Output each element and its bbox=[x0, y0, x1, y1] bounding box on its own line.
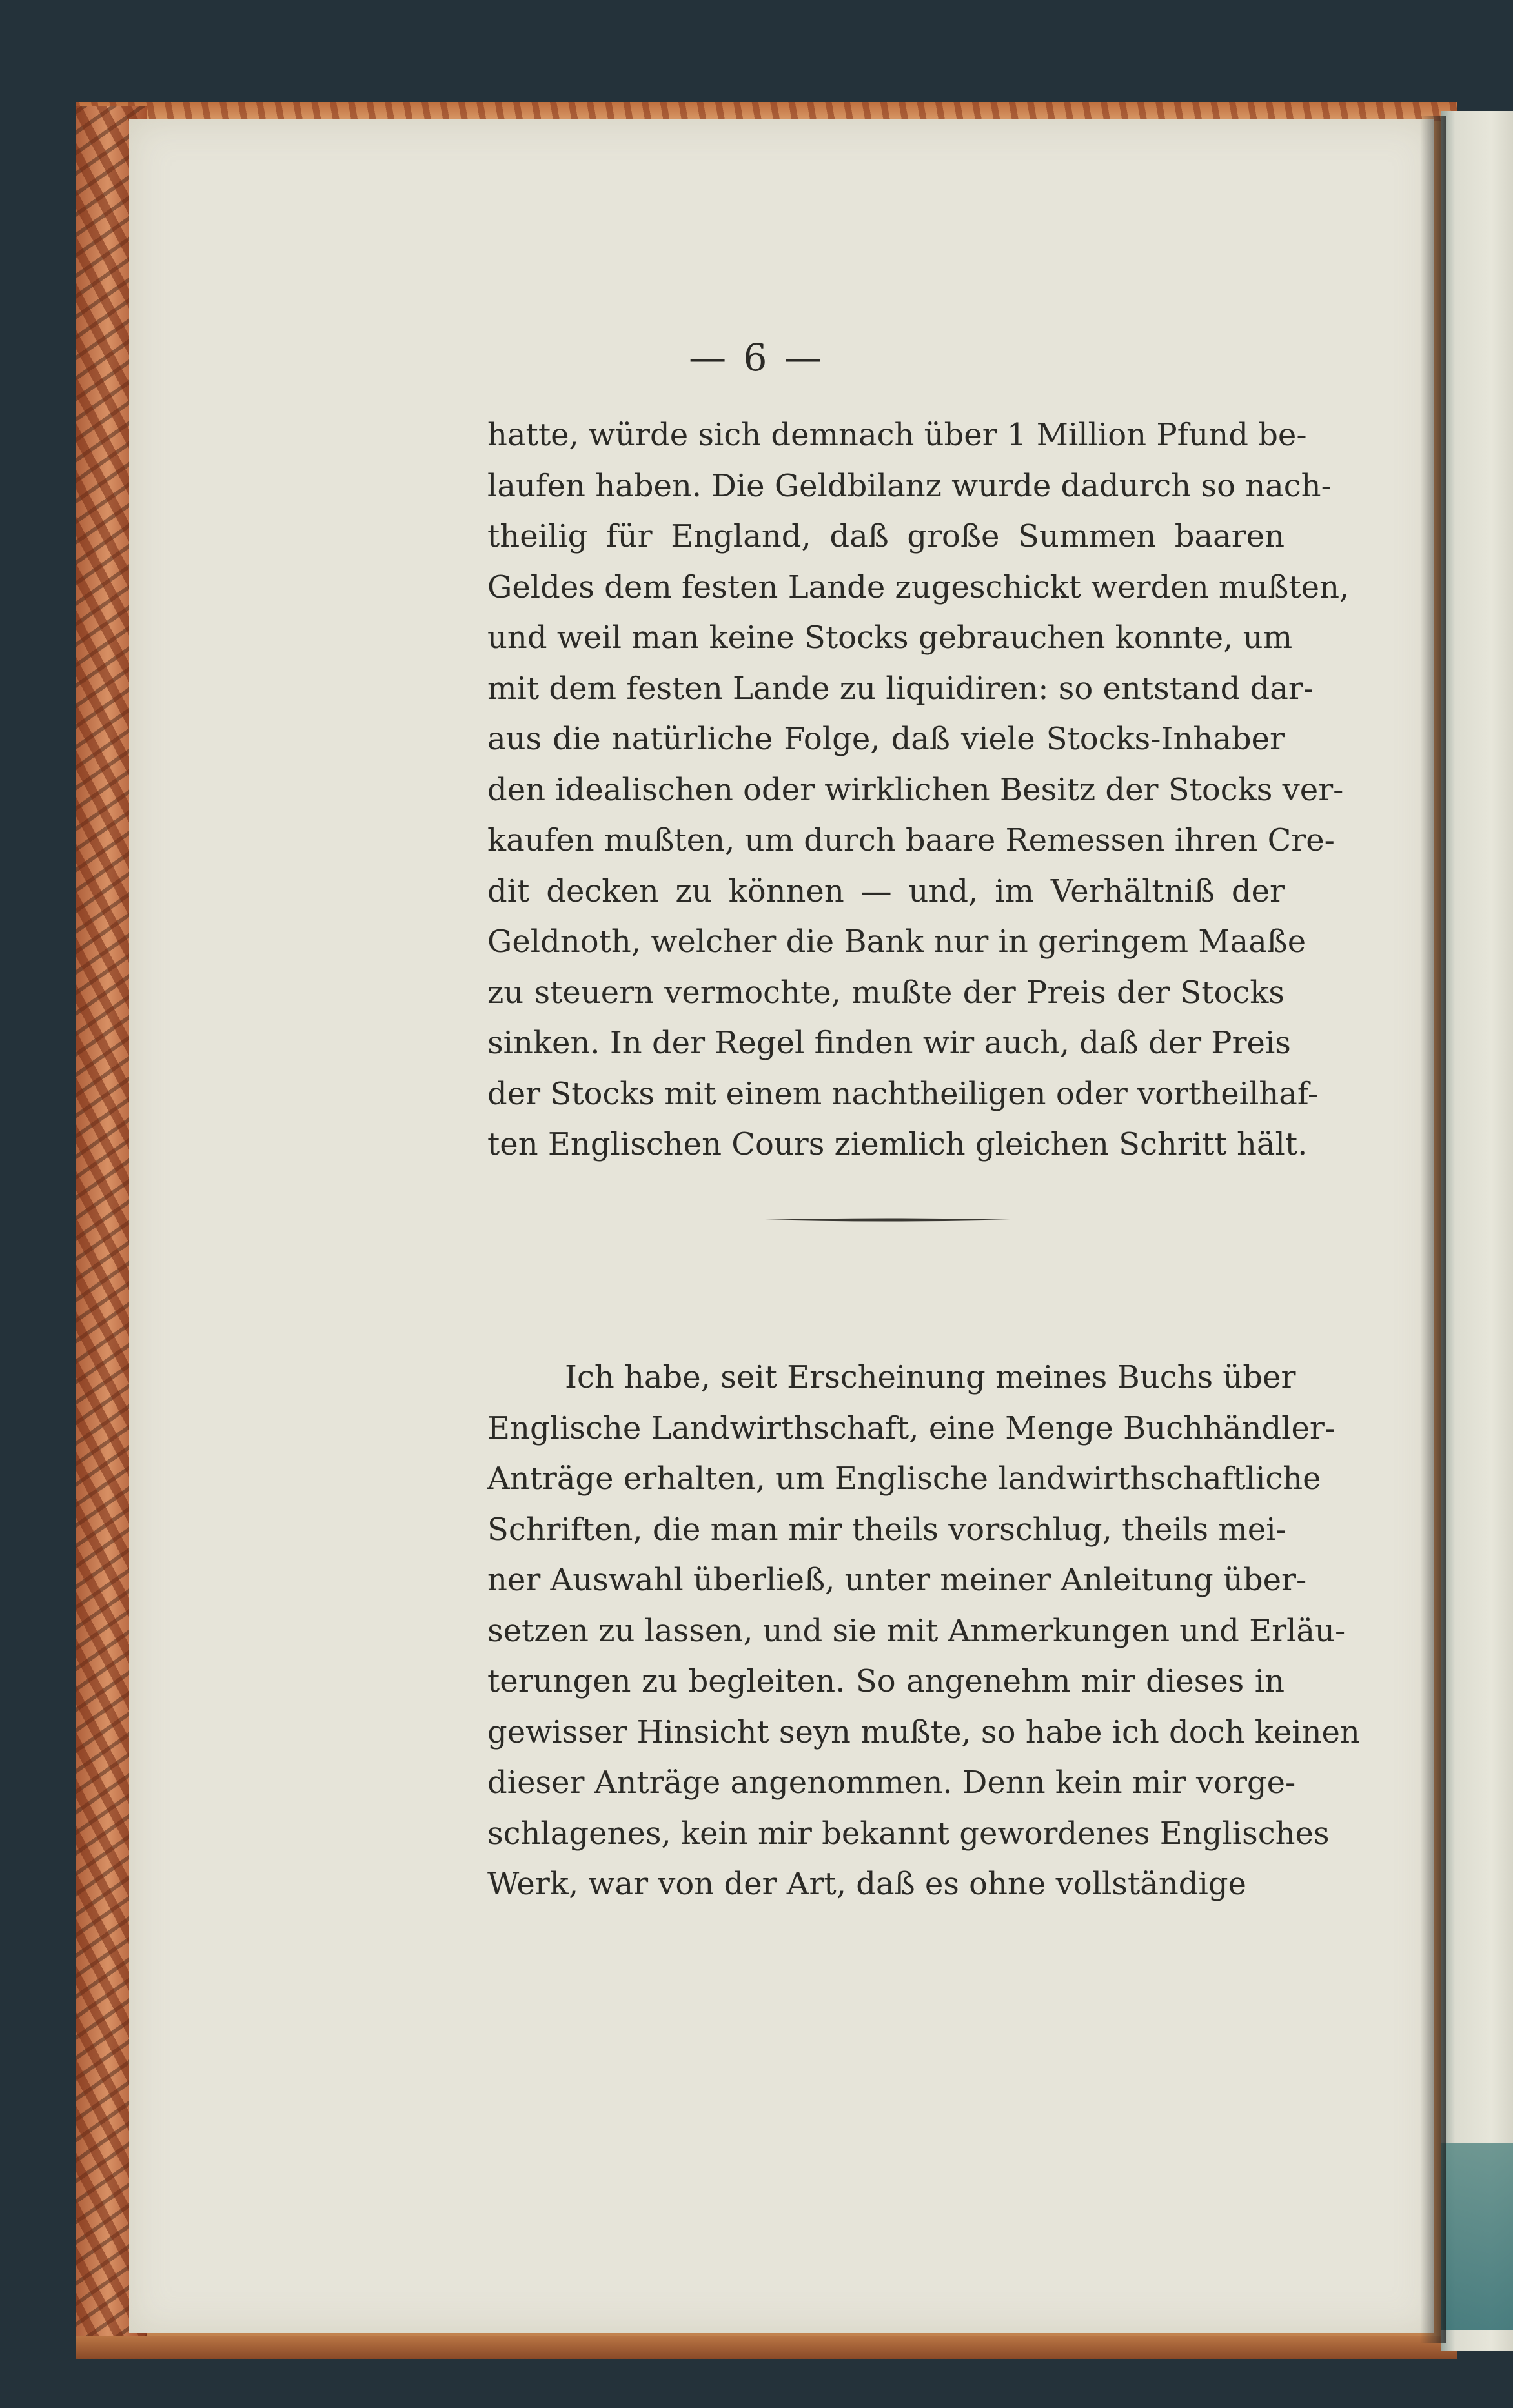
text-line: terungen zu begleiten. So angenehm mir dieses in bbox=[487, 1663, 1285, 1699]
gutter-shadow bbox=[1420, 116, 1446, 2343]
text-line: hatte, würde sich demnach über 1 Million Pfund be- bbox=[487, 417, 1307, 453]
text-line: Geldnoth, welcher die Bank nur in geringem Maaße bbox=[487, 924, 1306, 960]
text-line: dieser Anträge angenommen. Denn kein mir vorge- bbox=[487, 1765, 1296, 1801]
paragraph-1 bbox=[487, 410, 1350, 1170]
text-line: Schriften, die man mir theils vorschlug, theils mei- bbox=[487, 1511, 1286, 1548]
page-number: — 6 — bbox=[689, 336, 824, 379]
text-line: theilig für England, daß große Summen baaren bbox=[487, 518, 1285, 554]
section-divider bbox=[765, 1217, 1010, 1221]
text-line: dit decken zu können — und, im Verhältniß der bbox=[487, 873, 1285, 909]
text-line: setzen zu lassen, und sie mit Anmerkungen und Erläu- bbox=[487, 1612, 1346, 1649]
text-line: schlagenes, kein mir bekannt gewordenes Englisches bbox=[487, 1815, 1330, 1852]
text-line: Werk, war von der Art, daß es ohne vollständige bbox=[487, 1866, 1246, 1902]
text-line: kaufen mußten, um durch baare Remessen ihren Cre- bbox=[487, 822, 1335, 858]
text-line: zu steuern vermochte, mußte der Preis der Stocks bbox=[487, 974, 1285, 1011]
text-line: ten Englischen Cours ziemlich gleichen Schritt hält. bbox=[487, 1126, 1308, 1162]
facing-page bbox=[1441, 111, 1513, 2351]
text-line: Englische Landwirthschaft, eine Menge Buchhändler- bbox=[487, 1410, 1335, 1446]
text-line: ner Auswahl überließ, unter meiner Anleitung über- bbox=[487, 1562, 1307, 1598]
text-line: der Stocks mit einem nachtheiligen oder vortheilhaf- bbox=[487, 1075, 1319, 1112]
text-line: sinken. In der Regel finden wir auch, daß der Preis bbox=[487, 1025, 1291, 1061]
text-line: den idealischen oder wirklichen Besitz der Stocks ver- bbox=[487, 771, 1344, 808]
text-line: aus die natürliche Folge, daß viele Stocks-Inhaber bbox=[487, 721, 1285, 757]
text-line: Anträge erhalten, um Englische landwirthschaftliche bbox=[487, 1461, 1321, 1497]
text-line: Geldes dem festen Lande zugeschickt werden mußten, bbox=[487, 569, 1350, 605]
cover-bottom-edge bbox=[76, 2336, 1457, 2359]
text-line: und weil man keine Stocks gebrauchen konnte, um bbox=[487, 620, 1293, 656]
text-line: mit dem festen Lande zu liquidiren: so entstand dar- bbox=[487, 670, 1314, 707]
marbled-top-edge bbox=[76, 102, 1457, 121]
text-line: gewisser Hinsicht seyn mußte, so habe ich doch keinen bbox=[487, 1714, 1360, 1750]
facing-page-color-strip bbox=[1441, 2143, 1513, 2330]
paragraph-2 bbox=[487, 1352, 1360, 1910]
text-line: Ich habe, seit Erscheinung meines Buchs über bbox=[565, 1359, 1296, 1395]
text-line: laufen haben. Die Geldbilanz wurde dadurch so nach- bbox=[487, 467, 1332, 504]
